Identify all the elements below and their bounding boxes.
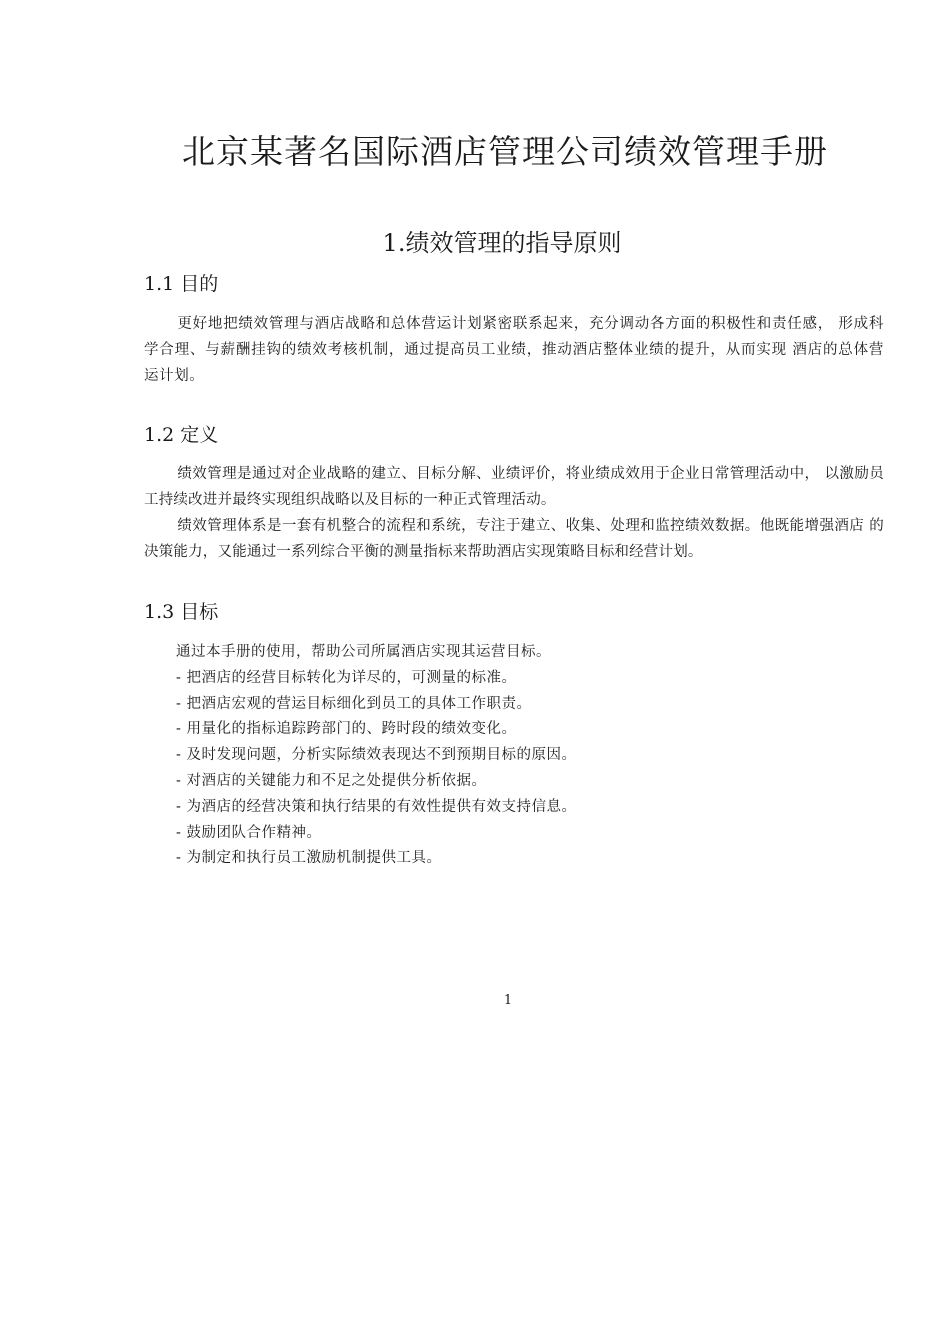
goals-list xyxy=(176,640,577,872)
goal-item: - 为酒店的经营决策和执行结果的有效性提供有效支持信息。 xyxy=(176,798,577,815)
purpose-paragraph: 更好地把绩效管理与酒店战略和总体营运计划紧密联系起来，充分调动各方面的积极性和责任感， 形成科学合理、与薪酬挂钩的绩效考核机制，通过提高员工业绩，推动酒店整体业绩的提升，从而实现 酒店的总体营运计划。 xyxy=(144,316,884,384)
definition-paragraph-2: 绩效管理体系是一套有机整合的流程和系统，专注于建立、收集、处理和监控绩效数据。他既能增强酒店 的决策能力，又能通过一系列综合平衡的测量指标来帮助酒店实现策略目标和经营计划。 xyxy=(144,518,884,560)
goal-item: - 及时发现问题，分析实际绩效表现达不到预期目标的原因。 xyxy=(176,747,577,764)
page-number: 1 xyxy=(503,993,513,1008)
chapter-title: 1.绩效管理的指导原则 xyxy=(382,229,622,257)
goals-intro: 通过本手册的使用，帮助公司所属酒店实现其运营目标。 xyxy=(176,644,551,660)
goal-item: - 用量化的指标追踪跨部门的、跨时段的绩效变化。 xyxy=(176,721,517,738)
section-heading-purpose: 1.1 目的 xyxy=(144,273,219,295)
definition-paragraph-1: 绩效管理是通过对企业战略的建立、目标分解、业绩评价，将业绩成效用于企业日常管理活动中， 以激励员工持续改进并最终实现组织战略以及目标的一种正式管理活动。 xyxy=(144,466,884,508)
document-title: 北京某著名国际酒店管理公司绩效管理手册 xyxy=(182,132,828,171)
goal-item: - 为制定和执行员工激励机制提供工具。 xyxy=(176,850,442,867)
goal-item: - 对酒店的关键能力和不足之处提供分析依据。 xyxy=(176,772,487,789)
section-heading-definition: 1.2 定义 xyxy=(144,424,219,446)
goal-item: - 把酒店宏观的营运目标细化到员工的具体工作职责。 xyxy=(176,695,532,712)
goal-item: - 把酒店的经营目标转化为详尽的，可测量的标准。 xyxy=(176,669,517,686)
goal-item: - 鼓励团队合作精神。 xyxy=(176,824,322,841)
section-heading-goals: 1.3 目标 xyxy=(144,601,219,623)
